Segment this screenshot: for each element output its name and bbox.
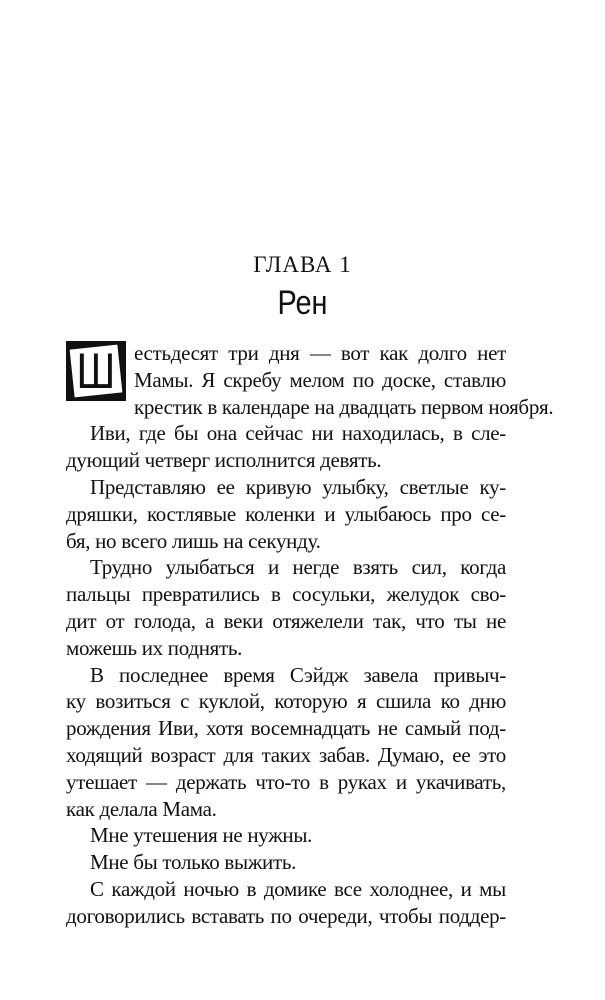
text-line: дит от голода, а веки отяжелели так, что ты не — [66, 608, 506, 633]
paragraph — [66, 876, 506, 930]
text-line: как делала Мама. — [66, 796, 217, 821]
text-line: крестик в календаре на двадцать первом ноября. — [134, 394, 554, 419]
text-line: Мне утешения не нужны. — [90, 823, 313, 848]
chapter-text — [66, 340, 554, 930]
text-line: дующий четверг исполнится девять. — [66, 448, 382, 473]
text-line: можешь их поднять. — [66, 635, 243, 660]
paragraph — [66, 340, 554, 420]
chapter-label: ГЛАВА 1 — [253, 252, 352, 277]
paragraph — [66, 662, 506, 823]
paragraph — [66, 554, 506, 661]
chapter-title: Рен — [277, 284, 328, 322]
drop-cap — [66, 341, 126, 401]
text-line: бя, но всего лишь на секунду. — [66, 528, 321, 553]
text-line: В последнее время Сэйдж завела привыч- — [90, 662, 506, 687]
text-line: естьдесят три дня — вот как долго нет — [134, 341, 506, 365]
drop-cap-letter: Ш — [76, 343, 116, 399]
paragraph — [66, 474, 506, 554]
paragraph — [66, 849, 506, 876]
paragraph — [66, 420, 506, 474]
paragraph — [66, 822, 506, 849]
text-line: дряшки, костлявые коленки и улыбаюсь про се- — [66, 501, 506, 526]
text-line: Представляю ее кривую улыбку, светлые ку- — [90, 474, 506, 499]
text-line: ку возиться с куклой, которую я сшила ко дню — [66, 689, 506, 714]
text-line: рождения Иви, хотя восемнадцать не самый под- — [66, 716, 506, 741]
text-line: С каждой ночью в домике все холоднее, и мы — [90, 876, 506, 901]
text-line: утешает — держать что-то в руках и укачивать, — [66, 769, 506, 794]
text-line: Мне бы только выжить. — [90, 850, 297, 875]
text-line: ходящий возраст для таких забав. Думаю, ее это — [66, 742, 506, 767]
text-line: Иви, где бы она сейчас ни находилась, в сле- — [90, 421, 506, 446]
text-line: Трудно улыбаться и негде взять сил, когда — [90, 555, 506, 580]
text-line: договорились вставать по очереди, чтобы поддер- — [66, 903, 506, 928]
text-line: пальцы превратились в сосульки, желудок сво- — [66, 582, 506, 607]
text-line: Мамы. Я скребу мелом по доске, ставлю — [134, 367, 506, 392]
